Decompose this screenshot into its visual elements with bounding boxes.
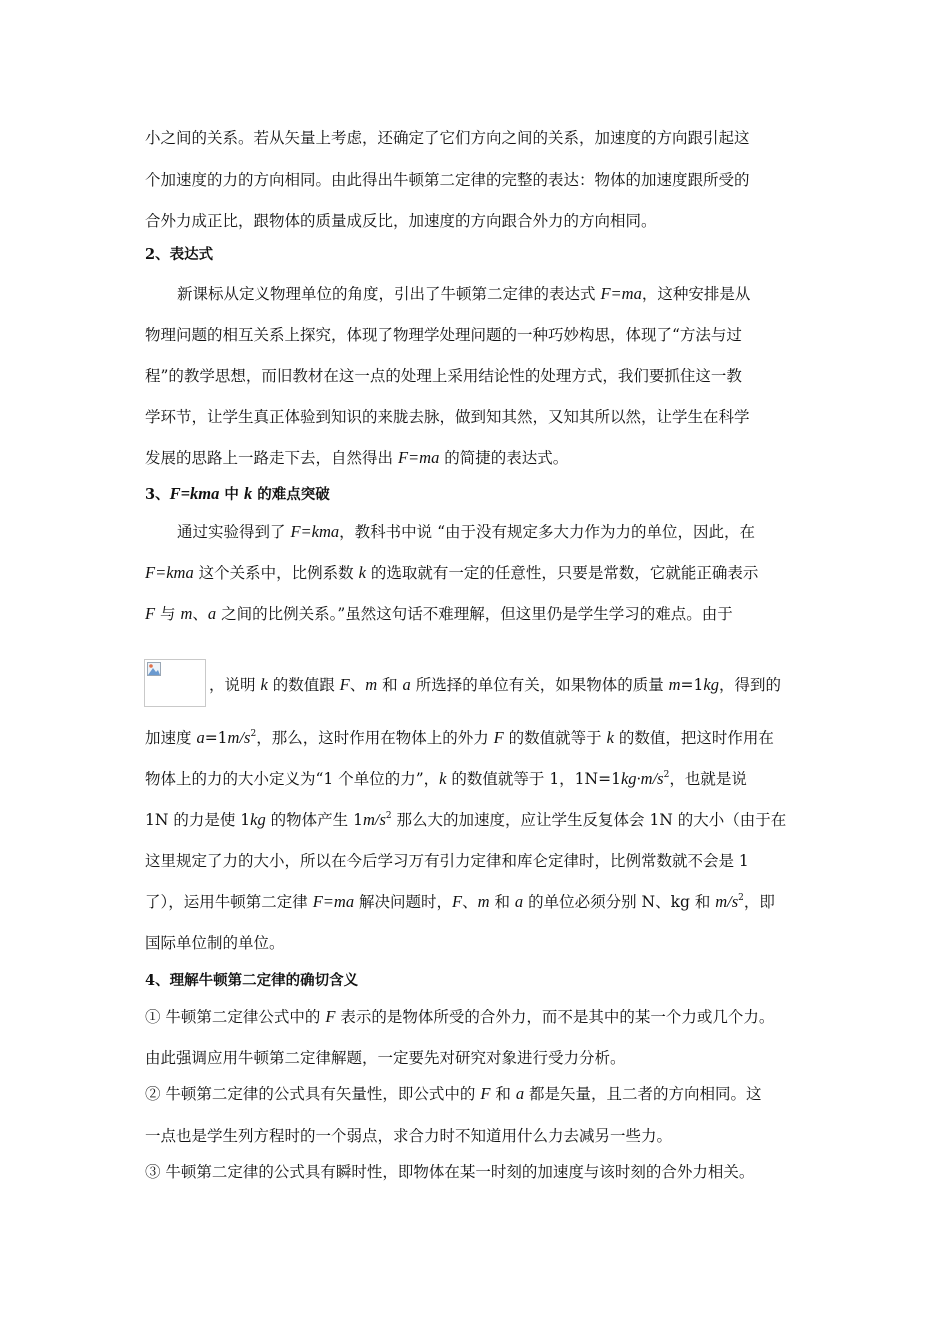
list-item: ② 牛顿第二定律的公式具有矢量性，即公式中的 F 和 a 都是矢量，且二者的方向相同。这 bbox=[145, 1084, 762, 1103]
paragraph-line: 学环节，让学生真正体验到知识的来胧去脉，做到知其然，又知其所以然，让学生在科学 bbox=[145, 408, 750, 426]
paragraph-line: ，说明 k 的数值跟 F、m 和 a 所选择的单位有关，如果物体的质量 m=1kg，得到的 bbox=[209, 675, 781, 694]
paragraph-line: 新课标从定义物理单位的角度，引出了牛顿第二定律的表达式 F=ma，这种安排是从 bbox=[177, 284, 751, 303]
broken-image-placeholder bbox=[144, 659, 206, 707]
list-item: ① 牛顿第二定律公式中的 F 表示的是物体所受的合外力，而不是其中的某一个力或几个力。 bbox=[145, 1007, 775, 1026]
paragraph-line: 一点也是学生列方程时的一个弱点，求合力时不知道用什么力去减另一些力。 bbox=[145, 1127, 673, 1145]
paragraph-line: 了），运用牛顿第二定律 F=ma 解决问题时，F、m 和 a 的单位必须分别 N、kg 和 $m/s^2$，即 bbox=[145, 892, 775, 911]
section-heading: 2、表达式 bbox=[145, 246, 214, 263]
paragraph-line: 1N 的力是使 1kg 的物体产生 $1m/s^2$ 那么大的加速度，应让学生反复体会 1N 的大小（由于在 bbox=[145, 810, 787, 829]
paragraph-line: 物理问题的相互关系上探究，体现了物理学处理问题的一种巧妙构思，体现了“方法与过 bbox=[145, 326, 742, 344]
paragraph-line: 通过实验得到了 F=kma，教科书中说 “由于没有规定多大力作为力的单位，因此，在 bbox=[177, 522, 755, 541]
broken-image-icon bbox=[147, 662, 161, 676]
paragraph-line: 发展的思路上一路走下去，自然得出 F=ma 的简捷的表达式。 bbox=[145, 448, 569, 467]
list-item: ③ 牛顿第二定律的公式具有瞬时性，即物体在某一时刻的加速度与该时刻的合外力相关。 bbox=[145, 1163, 755, 1181]
paragraph-line: 由此强调应用牛顿第二定律解题，一定要先对研究对象进行受力分析。 bbox=[145, 1049, 626, 1067]
paragraph-line: 小之间的关系。若从矢量上考虑，还确定了它们方向之间的关系，加速度的方向跟引起这 bbox=[145, 129, 750, 147]
paragraph-line: 合外力成正比，跟物体的质量成反比，加速度的方向跟合外力的方向相同。 bbox=[145, 212, 657, 230]
paragraph-line: 物体上的力的大小定义为“1 个单位的力”，k 的数值就等于 1，$1N=1kg\cdot m/s^2$，也就是说 bbox=[145, 769, 747, 788]
paragraph-line: F 与 m、a 之间的比例关系。”虽然这句话不难理解，但这里仍是学生学习的难点。由于 bbox=[145, 604, 733, 623]
paragraph-line: F=kma 这个关系中，比例系数 k 的选取就有一定的任意性，只要是常数，它就能正确表示 bbox=[145, 563, 759, 582]
paragraph-line: 程”的教学思想，而旧教材在这一点的处理上采用结论性的处理方式，我们要抓住这一教 bbox=[145, 367, 742, 385]
paragraph-line: 这里规定了力的大小，所以在今后学习万有引力定律和库仑定律时，比例常数就不会是 1 bbox=[145, 852, 749, 870]
paragraph-line: 国际单位制的单位。 bbox=[145, 934, 285, 952]
section-heading: 4、理解牛顿第二定律的确切含义 bbox=[145, 972, 359, 989]
paragraph-line: 个加速度的力的方向相同。由此得出牛顿第二定律的完整的表达：物体的加速度跟所受的 bbox=[145, 171, 750, 189]
section-heading: 3、F=kma 中 k 的难点突破 bbox=[145, 484, 330, 503]
paragraph-line: 加速度 $a=1m/s^2$，那么，这时作用在物体上的外力 F 的数值就等于 k 的数值，把这时作用在 bbox=[145, 728, 774, 747]
